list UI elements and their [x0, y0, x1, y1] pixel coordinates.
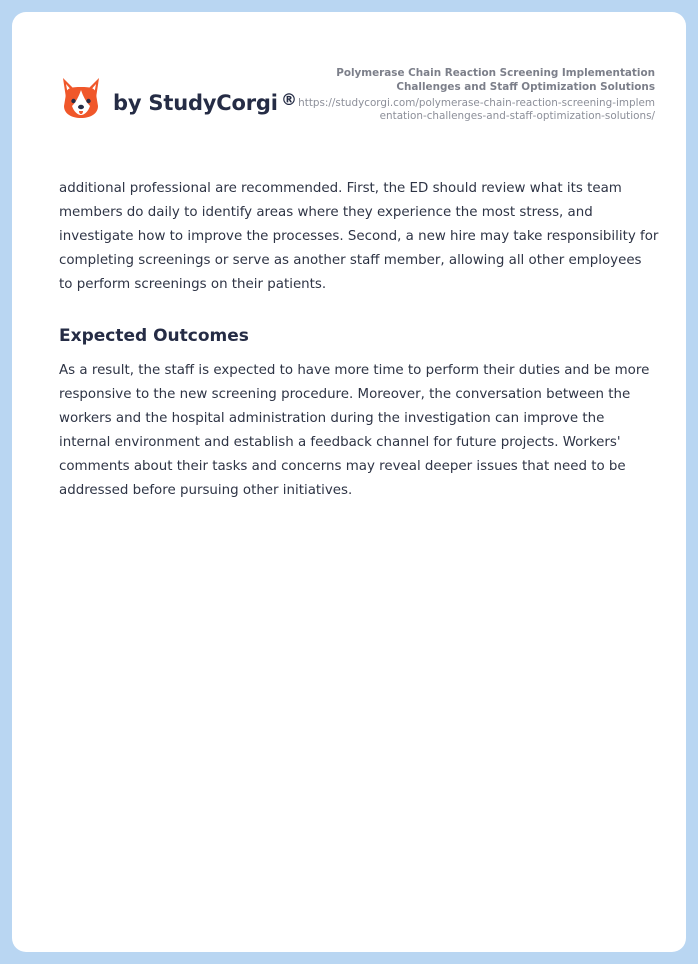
registered-mark: ® [281, 90, 297, 109]
page-header [12, 12, 686, 152]
intro-paragraph: additional professional are recommended. First, the ED should review what its team members do daily to identify areas where they experience the most stress, and investigate how to improve the processes. Second, a new hire may take responsibility for completing screenings or serve as another staff member, allowing all other employees to perform screenings on their patients. [59, 181, 659, 292]
section-heading: Expected Outcomes [59, 326, 249, 346]
section-paragraph: As a result, the staff is expected to have more time to perform their duties and be more responsive to the new screening procedure. Moreover, the conversation between the workers and the hospital administration during the investigation can improve the internal environment and establish a feedback channel for future projects. Workers' comments about their tasks and concerns may reveal deeper issues that need to be addressed before pursuing other initiatives. [59, 363, 650, 498]
logo-text: by StudyCorgi [113, 91, 278, 115]
document-url[interactable]: https://studycorgi.com/polymerase-chain-reaction-screening-implementation-challenges-and-staff-optimization-solutions/ [298, 97, 655, 122]
corgi-icon [60, 76, 102, 122]
document-meta [295, 66, 655, 123]
studycorgi-logo[interactable] [60, 76, 297, 122]
document-title: Polymerase Chain Reaction Screening Implementation Challenges and Staff Optimization Solutions [336, 67, 655, 93]
document-body [59, 177, 659, 503]
document-page [12, 12, 686, 952]
